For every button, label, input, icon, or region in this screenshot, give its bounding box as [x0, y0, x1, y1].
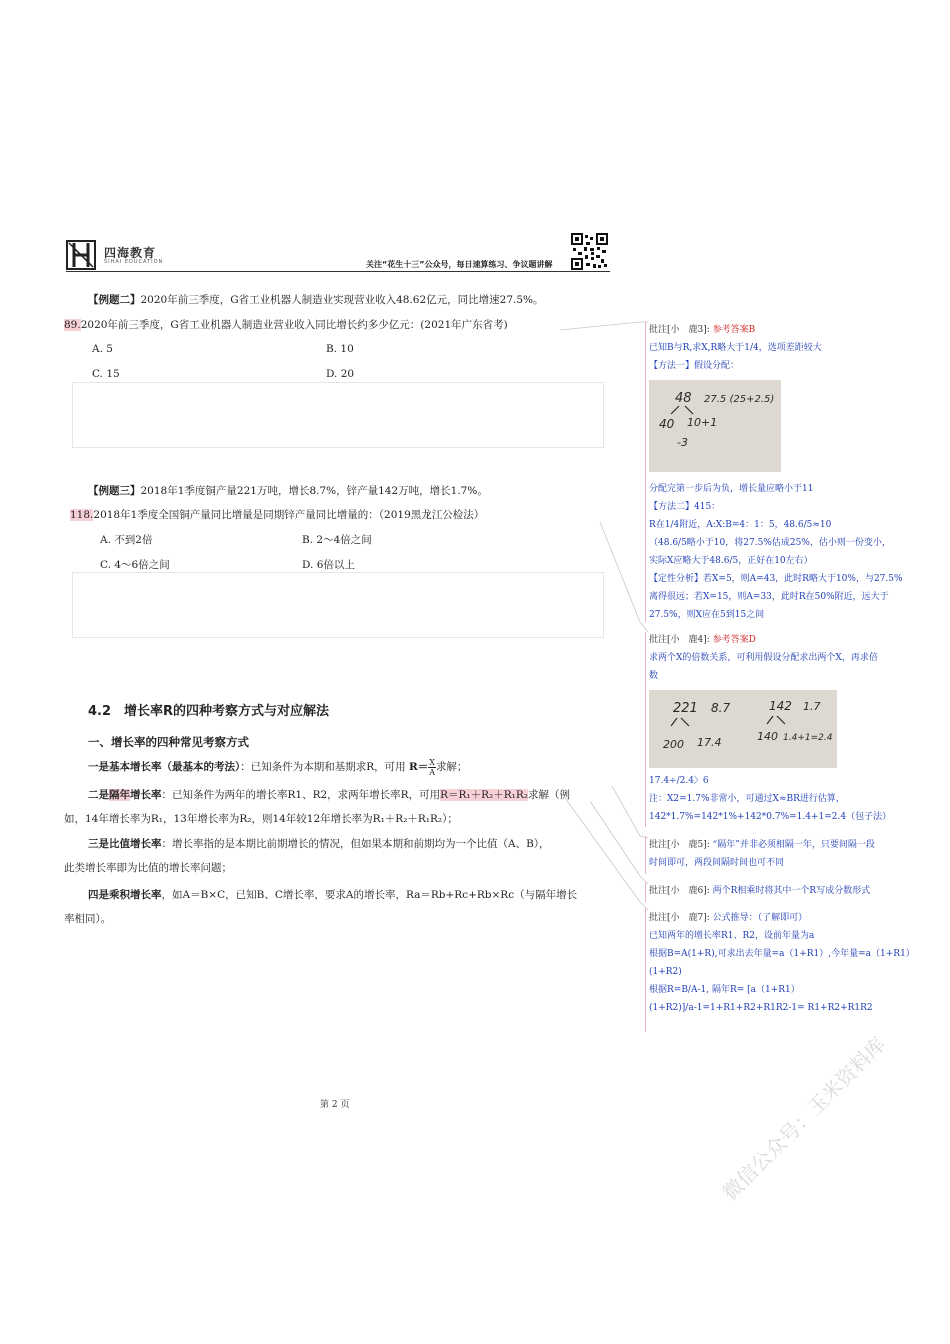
comment-marker-6: [645, 882, 646, 902]
example3-question: 118.2018年1季度全国铜产量同比增量是同期锌产量同比增量的：（2019黑龙江公检法）: [70, 509, 485, 521]
header-divider: [66, 271, 610, 272]
comment-6: 批注[小 鹿6]: 两个R相乘时将其中一个R写成分数形式: [649, 886, 871, 896]
comment-line: 离得很远；若X=15，则A=33，此时R在50%附近，远大于: [649, 592, 889, 602]
comment-line: 注：X2=1.7%非常小，可通过X≈BR进行估算，: [649, 794, 845, 804]
qr-code: [571, 233, 608, 270]
comment-marker-4: [645, 632, 646, 827]
comment-line: 17.4÷/2.4〉6: [649, 776, 709, 786]
paragraph-basic-rate: 一是基本增长率（最基本的考法）：已知条件为本期和基期求R，可用 R＝ $\frac{X}{A}$ 求解；: [88, 757, 468, 777]
comment-line: 【方法二】415：: [649, 502, 721, 512]
option-a: A. 不到2倍: [100, 534, 153, 546]
comment-line: (1+R2)]/a-1=1+R1+R2+R1R2-1= R1+R2+R1R2: [649, 1003, 873, 1013]
handwriting-text: -3: [677, 436, 688, 449]
comment-line: (1+R2): [649, 967, 682, 977]
example2-question: 89.2020年前三季度，G省工业机器人制造业营业收入同比增长约多少亿元：(2021年广东省考): [64, 319, 508, 331]
comment-line: 已知B与R,求X,R略大于1/4，选项差距较大: [649, 343, 822, 353]
option-b: B. 2～4倍之间: [302, 534, 372, 546]
comment-marker-3: [645, 322, 646, 622]
option-a: A. 5: [92, 343, 113, 355]
handwriting-text: 1.7: [803, 700, 821, 713]
answer-area: [72, 572, 604, 638]
comment-line: 已知两年的增长率R1、R2，设前年量为a: [649, 931, 815, 941]
comment-line: 【方法一】假设分配：: [649, 361, 740, 371]
comment-line: 时间即可，两段间隔时间也可不同: [649, 858, 785, 868]
formula-highlight: R＝R₁＋R₂＋R₁R₂: [440, 789, 528, 801]
handwriting-text: 40: [659, 417, 675, 431]
paragraph-biennial-rate-cont: 如，14年增长率为R₁，13年增长率为R₂，则14年较12年增长率为R₁＋R₂＋R₁R₂）；: [64, 813, 458, 825]
handwriting-text: 142: [769, 699, 792, 713]
question-number: 89.: [64, 319, 81, 331]
comment-line: 分配完第一步后为负，增长量应略小于11: [649, 484, 814, 494]
handwriting-text: 140: [757, 730, 778, 743]
page-number: 第 2 页: [320, 1100, 350, 1110]
option-c: C. 4～6倍之间: [100, 559, 170, 571]
handwriting-text: 200: [663, 738, 684, 751]
comment-line: 根据B=A(1+R),可求出去年量=a（1+R1）,今年量=a（1+R1）: [649, 949, 915, 959]
comment-3-header: 批注[小 鹿3]: 参考答案B: [649, 325, 756, 335]
handwritten-photo: [649, 380, 781, 472]
comment-line: 实际X应略大于48.6/5，正好在10左右）: [649, 556, 813, 566]
comment-5-header: 批注[小 鹿5]: “隔年”并非必须相隔一年，只要间隔一段: [649, 840, 875, 850]
option-b: B. 10: [326, 343, 354, 355]
paragraph-ratio-rate-cont: 此类增长率即为比值的增长率问题；: [64, 862, 232, 874]
logo-mark: [66, 240, 96, 270]
watermark: 微信公众号：玉米资料库: [717, 1032, 891, 1205]
comment-line: 【定性分析】若X=5，则A=43，此时R略大于10%，与27.5%: [649, 574, 903, 584]
fraction-x-over-a: $\frac{X}{A}$: [429, 757, 435, 777]
handwriting-text: 10+1: [687, 416, 718, 429]
paragraph-product-rate-cont: 率相同）。: [64, 913, 112, 925]
comment-line: 数: [649, 671, 659, 681]
example2-intro: 【例题二】2020年前三季度，G省工业机器人制造业实现营业收入48.62亿元，同比增速27.5%。: [88, 294, 544, 306]
handwriting-text: 221: [673, 701, 698, 716]
comment-7-header: 批注[小 鹿7]: 公式推导：（了解即可）: [649, 913, 808, 923]
comment-line: 142*1.7%=142*1%+142*0.7%=1.4+1=2.4（包子法）: [649, 812, 892, 822]
option-d: D. 6倍以上: [302, 559, 355, 571]
option-d: D. 20: [326, 368, 355, 380]
handwriting-text: 8.7: [711, 701, 731, 715]
comment-line: R在1/4附近，A:X:B=4：1：5，48.6/5≈10: [649, 520, 832, 530]
comment-marker-7: [645, 908, 646, 1032]
handwritten-photo: [649, 690, 837, 768]
answer-area: [72, 382, 604, 448]
paragraph-biennial-rate: 二是隔年增长率：已知条件为两年的增长率R1、R2，求两年增长率R，可用R＝R₁＋R₂＋R₁R₂求解（例: [88, 789, 570, 801]
paragraph-product-rate: 四是乘积增长率，如A＝B×C，已知B、C增长率，要求A的增长率，Ra＝Rb+Rc+Rb×Rc（与隔年增长: [88, 889, 578, 901]
header-note: 关注“花生十三”公众号，每日速算练习、争议题讲解: [366, 260, 553, 269]
brand-name: 四海教育: [104, 246, 157, 260]
comment-line: 求两个X的倍数关系，可利用假设分配求出两个X，再求倍: [649, 653, 878, 663]
option-c: C. 15: [92, 368, 120, 380]
comment-line: 根据R=B/A-1, 隔年R= [a（1+R1）: [649, 985, 800, 995]
comment-marker-5: [645, 836, 646, 874]
handwriting-text: 17.4: [697, 736, 722, 749]
paragraph-ratio-rate: 三是比值增长率：增长率指的是本期比前期增长的情况，但如果本期和前期均为一个比值（A、B），: [88, 838, 550, 850]
comment-line: （48.6/5略小于10，将27.5%估成25%，估小则一份变小，: [649, 538, 891, 548]
example3-intro: 【例题三】2018年1季度铜产量221万吨，增长8.7%，锌产量142万吨，增长1.7%。: [88, 485, 488, 497]
handwriting-text: 48: [675, 391, 692, 406]
comment-line: 27.5%，则X应在5到15之间: [649, 610, 765, 620]
subsection-title: 一、增长率的四种常见考察方式: [88, 735, 249, 749]
section-title: 4.2 增长率R的四种考察方式与对应解法: [88, 704, 330, 719]
comment-4-header: 批注[小 鹿4]: 参考答案D: [649, 635, 756, 645]
handwriting-text: 27.5 (25+2.5): [704, 394, 775, 405]
question-number: 118.: [70, 509, 94, 521]
brand-name-en: SIHAI EDUCATION: [104, 259, 164, 265]
handwriting-text: 1.4+1=2.4: [783, 733, 833, 743]
